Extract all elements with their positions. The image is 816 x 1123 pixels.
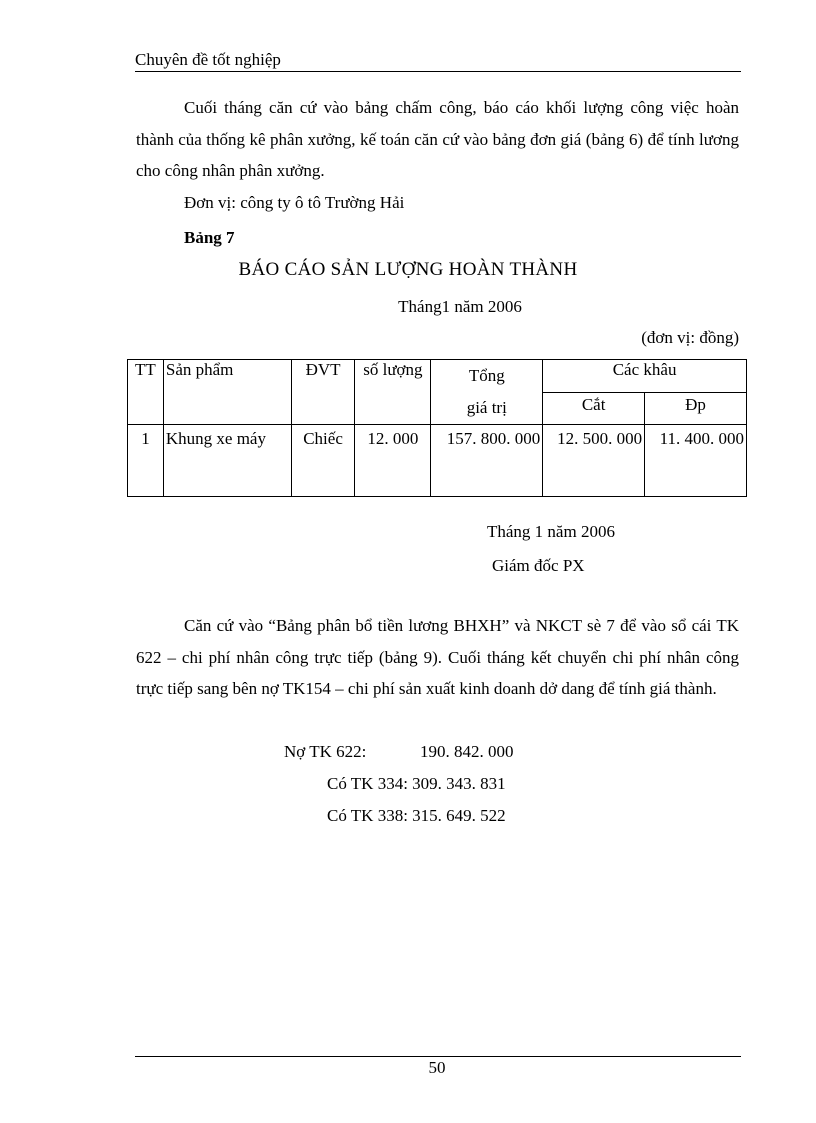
cell-dp: 11. 400. 000 bbox=[645, 425, 747, 497]
header-title: Chuyên đề tốt nghiệp bbox=[135, 50, 281, 69]
footer-divider bbox=[135, 1056, 741, 1057]
header-total bbox=[431, 360, 543, 425]
page-number: 50 bbox=[428, 1058, 446, 1077]
signature-date: Tháng 1 năm 2006 bbox=[487, 522, 615, 541]
paragraph-allocation: Căn cứ vào “Bảng phân bổ tiền lương BHXH” và NKCT sè 7 để vào sổ cái TK 622 – chi phí nhân công trực tiếp (bảng 9). Cuối tháng kết chuyển chi phí nhân công trực tiếp sang bên nợ TK154 – chi phí sản xuất kinh doanh dở dang để tính giá thành. bbox=[136, 616, 739, 698]
header-total-line1: Tổng bbox=[468, 366, 505, 385]
header-total-line2: giá trị bbox=[466, 398, 507, 417]
header-stages: Các khâu bbox=[543, 360, 747, 393]
credit-entry-334: Có TK 334: 309. 343. 831 bbox=[327, 774, 506, 793]
report-subtitle: Tháng1 năm 2006 bbox=[398, 297, 522, 316]
credit-entry-338: Có TK 338: 315. 649. 522 bbox=[327, 806, 506, 825]
report-title: BÁO CÁO SẢN LƯỢNG HOÀN THÀNH bbox=[238, 259, 578, 280]
signature-role: Giám đốc PX bbox=[492, 556, 585, 575]
header-quantity: số lượng bbox=[355, 360, 431, 425]
cell-cut: 12. 500. 000 bbox=[543, 425, 645, 497]
header-stage-dp: Đp bbox=[645, 392, 747, 425]
header-unit: ĐVT bbox=[291, 360, 355, 425]
header-product: Sản phẩm bbox=[163, 360, 291, 425]
header-stage-cut: Cắt bbox=[543, 392, 645, 425]
cell-total: 157. 800. 000 bbox=[431, 425, 543, 497]
header-divider bbox=[135, 71, 741, 72]
table-label: Bảng 7 bbox=[184, 228, 235, 247]
unit-line: Đơn vị: công ty ô tô Trường Hải bbox=[184, 193, 405, 212]
cell-product: Khung xe máy bbox=[163, 425, 291, 497]
production-report-table bbox=[127, 359, 747, 497]
cell-quantity: 12. 000 bbox=[355, 425, 431, 497]
unit-note: (đơn vị: đồng) bbox=[641, 328, 739, 347]
cell-tt: 1 bbox=[128, 425, 164, 497]
table-header-row bbox=[128, 360, 747, 393]
debit-label: Nợ TK 622: bbox=[284, 742, 367, 761]
debit-value: 190. 842. 000 bbox=[420, 742, 514, 761]
cell-unit: Chiếc bbox=[291, 425, 355, 497]
table-row bbox=[128, 425, 747, 497]
paragraph-intro: Cuối tháng căn cứ vào bảng chấm công, báo cáo khối lượng công việc hoàn thành của thống kê phân xưởng, kế toán căn cứ vào bảng đơn giá (bảng 6) để tính lương cho công nhân phân xưởng. bbox=[136, 98, 739, 180]
header-tt: TT bbox=[128, 360, 164, 425]
